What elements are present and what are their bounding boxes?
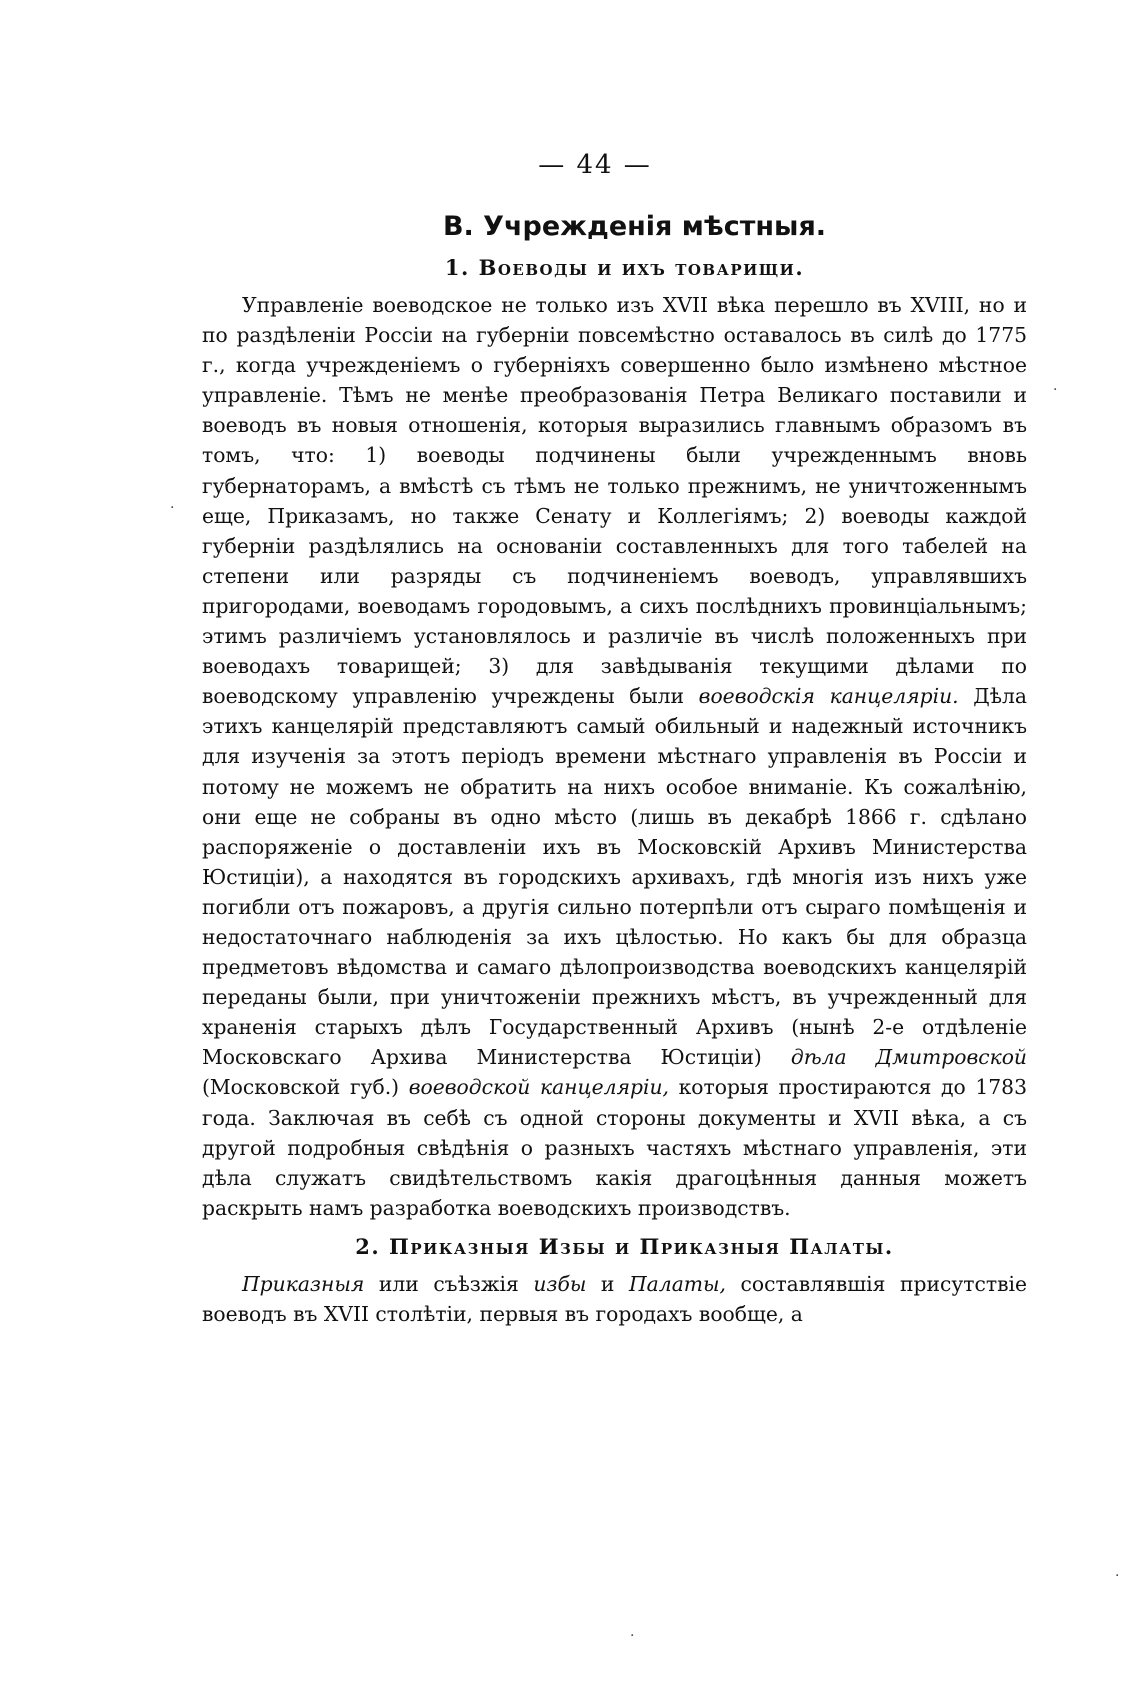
- scan-speck: ·: [1053, 382, 1058, 398]
- subsection-title-voevody: 1. Воеводы и ихъ товарищи.: [444, 255, 805, 280]
- paragraph-segment: Дѣла этихъ канцелярій представляютъ самый обильный и надежный источникъ для изученія за этотъ періодъ времени мѣстнаго управленія въ Россіи и потому не можемъ не обратить на нихъ особое вниманіе. Къ сожалѣнію, они еще не собраны въ одно мѣсто (лишь въ декабрѣ 1866 г. сдѣлано распоряженіе о доставленіи ихъ въ Московскій Архивъ Министерства Юстиціи), а находятся въ городскихъ архивахъ, гдѣ многія изъ нихъ уже погибли отъ пожаровъ, а другія сильно потерпѣли отъ сыраго помѣщенія и недостаточнаго наблюденія за ихъ цѣлостью. Но какъ бы для образца предметовъ вѣдомства и самаго дѣлопроизводства воеводскихъ канцелярій переданы были, при уничтоженіи прежнихъ мѣстъ, въ учрежденный для храненія старыхъ дѣлъ Государственный Архивъ (нынѣ 2-е отдѣленіе Московскаго Архива Министерства Юстиціи): [202, 684, 1027, 1070]
- paragraph-segment-italic: воеводской канцеляріи,: [408, 1075, 669, 1100]
- section-title: В. Учрежденія мѣстныя.: [442, 211, 827, 242]
- paragraph-segment: составлявшія присутствіе воеводъ въ XVII столѣтіи, первыя въ городахъ вообще, а: [202, 1271, 1027, 1326]
- paragraph-segment: (Московской губ.): [202, 1075, 409, 1100]
- paragraph-prikaznye-izby: [202, 1269, 1027, 1329]
- paragraph-segment-italic: Приказныя: [242, 1271, 365, 1296]
- paragraph-segment-italic: дѣла Дмитровской: [790, 1045, 1027, 1070]
- paragraph-segment-italic: Палаты,: [629, 1271, 726, 1296]
- paragraph-segment: или съѣзжія: [364, 1271, 534, 1296]
- scan-speck: ·: [1115, 1568, 1120, 1584]
- paragraph-segment: которыя простираются до 1783 года. Заключая въ себѣ съ одной стороны документы и XVII вѣка, а съ другой подробныя свѣдѣнія о разныхъ частяхъ мѣстнаго управленія, эти дѣла служатъ свидѣтельствомъ какія драгоцѣнныя данныя можетъ раскрыть намъ разработка воеводскихъ производствъ.: [202, 1075, 1027, 1220]
- paragraph-segment: Управленіе воеводское не только изъ XVII вѣка перешло въ XVIII, но и по раздѣленіи Россіи на губерніи повсемѣстно оставалось въ силѣ до 1775 г., когда учрежденіемъ о губерніяхъ совершенно было измѣнено мѣстное управленіе. Тѣмъ не менѣе преобразованія Петра Великаго поставили и воеводъ въ новыя отношенія, которыя выразились главнымъ образомъ въ томъ, что: 1) воеводы подчинены были учрежденнымъ вновь губернаторамъ, а вмѣстѣ съ тѣмъ не только прежнимъ, не уничтоженнымъ еще, Приказамъ, но также Сенату и Коллегіямъ; 2) воеводы каждой губерніи раздѣлялись на основаніи составленныхъ для того табелей на степени или разряды съ подчиненіемъ воеводъ, управлявшихъ пригородами, воеводамъ городовымъ, а сихъ послѣднихъ провинціальнымъ; этимъ различіемъ установлялось и различіе въ числѣ положенныхъ при воеводахъ товарищей; 3) для завѣдыванія текущими дѣлами по воеводскому управленію учреждены были: [202, 293, 1027, 709]
- page-number: — 44 —: [538, 150, 652, 180]
- scan-speck: ·: [170, 500, 175, 516]
- scan-speck: ·: [630, 1628, 635, 1644]
- paragraph-voevody: [202, 290, 1027, 1223]
- subsection-title-prikaznye-izby: 2. Приказныя Избы и Приказныя Палаты.: [355, 1233, 894, 1259]
- paragraph-segment-italic: воеводскія канцеляріи.: [698, 684, 959, 709]
- paragraph-segment-italic: избы: [533, 1271, 587, 1296]
- text-column: [202, 210, 1027, 1329]
- paragraph-segment: и: [586, 1271, 629, 1296]
